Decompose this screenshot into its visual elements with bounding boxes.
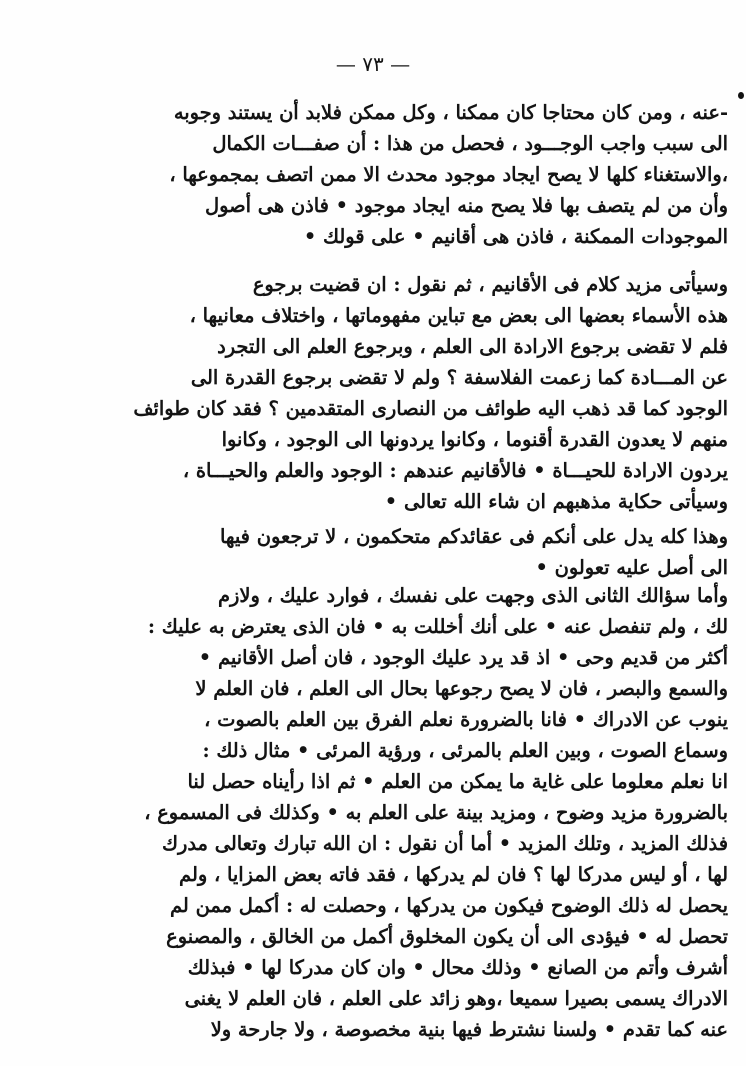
text-line: أكثر من قديم وحى • اذ قد يرد عليك الوجود ، فان أصل الأقانيم •: [198, 646, 728, 669]
text-line: وسيأتى مزيد كلام فى الأقانيم ، ثم نقول : ان قضيت برجوع: [252, 273, 728, 296]
text-line: الوجود كما قد ذهب اليه طوائف من النصارى المتقدمين ؟ فقد كان طوائف: [133, 397, 728, 420]
text-line: وسيأتى حكاية مذهبهم ان شاء الله تعالى •: [384, 490, 728, 513]
margin-ink-dot: [738, 92, 744, 99]
text-line: الى سبب واجب الوجـــود ، فحصل من هذا : أن صفـــات الكمال: [212, 132, 728, 155]
text-line: فلم لا تقضى برجوع الارادة الى العلم ، وبرجوع العلم الى التجرد: [217, 335, 728, 358]
text-line: فذلك المزيد ، وتلك المزيد • أما أن نقول : ان الله تبارك وتعالى مدرك: [162, 832, 728, 855]
text-line: الادراك يسمى بصيرا سميعا ،وهو زائد على العلم ، فان العلم لا يغنى: [184, 987, 728, 1010]
text-line: وسماع الصوت ، وبين العلم بالمرئى ، ورؤية المرئى • مثال ذلك :: [202, 739, 728, 762]
text-line: عنه كما تقدم • ولسنا نشترط فيها بنية مخصوصة ، ولا جارحة ولا: [210, 1018, 728, 1041]
paragraph-2: [118, 269, 728, 517]
text-line: لها ، أو ليس مدركا لها ؟ فان لم يدركها ، فقد فاته بعض المزايا ، ولم: [179, 863, 728, 886]
text-line: انا نعلم معلوما على غاية ما يمكن من العلم • ثم اذا رأيناه حصل لنا: [187, 770, 728, 793]
text-line: وهذا كله يدل على أنكم فى عقائدكم متحكمون ، لا ترجعون فيها: [219, 525, 728, 548]
text-line: ينوب عن الادراك • فانا بالضرورة نعلم الفرق بين العلم بالصوت ،: [204, 708, 728, 731]
paragraph-3: [118, 521, 728, 583]
text-line: هذه الأسماء بعضها الى بعض مع تباين مفهوماتها ، واختلاف معانيها ،: [189, 304, 728, 327]
text-line: -عنه ، ومن كان محتاجا كان ممكنا ، وكل ممكن فلابد أن يستند وجوبه: [173, 101, 728, 124]
page-number: — ٧٣ —: [335, 52, 411, 76]
text-line: والسمع والبصر ، فان لا يصح رجوعها بحال الى العلم ، فان العلم لا: [195, 677, 728, 700]
text-line: عن المـــادة كما زعمت الفلاسفة ؟ ولم لا تقضى برجوع القدرة الى: [190, 366, 728, 389]
text-line: الى أصل عليه تعولون •: [535, 556, 728, 579]
text-line: تحصل له • فيؤدى الى أن يكون المخلوق أكمل من الخالق ، والمصنوع: [166, 925, 728, 948]
text-line: الموجودات الممكنة ، فاذن هى أقانيم • على قولك •: [303, 225, 728, 248]
text-line: لك ، ولم تنفصل عنه • على أنك أخللت به • فان الذى يعترض به عليك :: [147, 615, 728, 638]
paragraph-1: [118, 97, 728, 252]
text-line: منهم لا يعدون القدرة أقنوما ، وكانوا يردونها الى الوجود ، وكانوا: [221, 428, 728, 451]
text-line: ،والاستغناء كلها لا يصح ايجاد موجود محدث الا ممن اتصف بمجموعها ،: [169, 163, 728, 186]
text-line: وأما سؤالك الثانى الذى وجهت على نفسك ، فوارد عليك ، ولازم: [218, 584, 728, 607]
text-line: أشرف وأتم من الصانع • وذلك محال • وان كان مدركا لها • فبذلك: [187, 956, 728, 979]
text-line: وأن من لم يتصف بها فلا يصح منه ايجاد موجود • فاذن هى أصول: [205, 194, 728, 217]
text-line: يردون الارادة للحيـــاة • فالأقانيم عندهم : الوجود والعلم والحيـــاة ،: [182, 459, 728, 482]
text-line: بالضرورة مزيد وضوح ، ومزيد بينة على العلم به • وكذلك فى المسموع ،: [144, 801, 728, 824]
paragraph-4: [118, 580, 728, 1045]
text-line: يحصل له ذلك الوضوح فيكون من يدركها ، وحصلت له : أكمل ممن لم: [170, 894, 728, 917]
